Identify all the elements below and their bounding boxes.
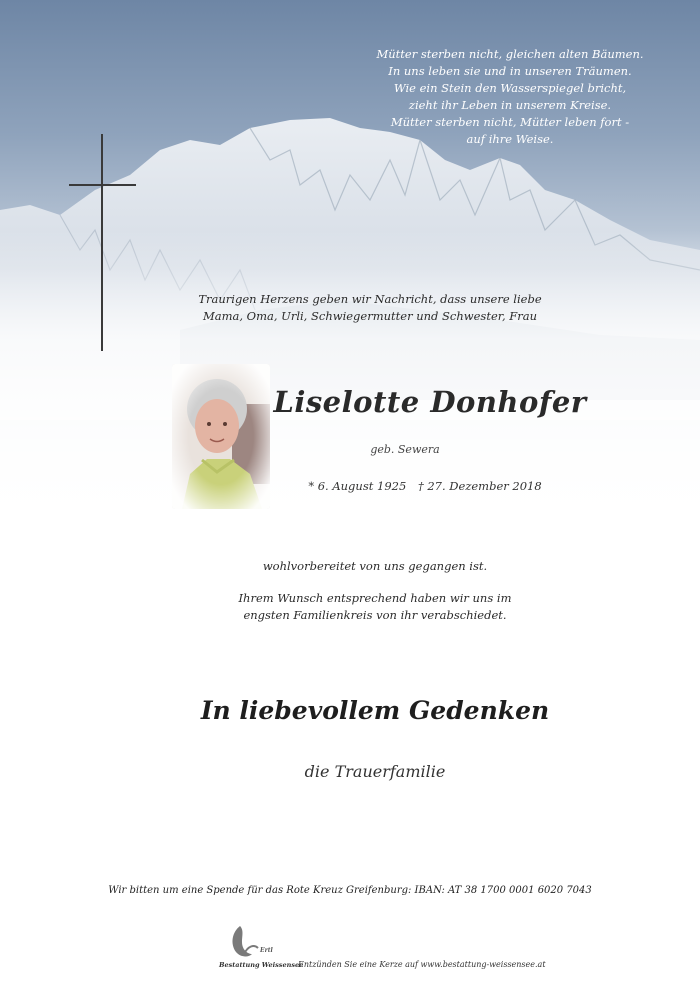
farewell-line: engsten Familienkreis von ihr verabschiedet. bbox=[243, 608, 507, 622]
poem-line: In uns leben sie und in unseren Träumen. bbox=[388, 64, 632, 78]
death-date: † 27. Dezember 2018 bbox=[417, 479, 542, 493]
candle-link[interactable]: Entzünden Sie eine Kerze auf www.bestattung-weissensee.at bbox=[298, 960, 546, 969]
poem bbox=[360, 46, 660, 148]
logo-small-text: Ertl bbox=[260, 947, 273, 954]
deceased-name: Liselotte Donhofer bbox=[273, 385, 587, 419]
maiden-name: geb. Sewera bbox=[370, 443, 440, 456]
announcement-intro bbox=[160, 291, 580, 325]
cross-icon bbox=[101, 134, 103, 351]
birth-date: * 6. August 1925 bbox=[308, 479, 407, 493]
poem-line: Wie ein Stein den Wasserspiegel bricht, bbox=[393, 81, 627, 95]
logo-text: Bestattung Weissensee bbox=[219, 961, 304, 969]
intro-line: Mama, Oma, Urli, Schwiegermutter und Schwester, Frau bbox=[202, 309, 538, 323]
poem-line: zieht ihr Leben in unserem Kreise. bbox=[408, 98, 612, 112]
poem-line: Mütter sterben nicht, gleichen alten Bäumen. bbox=[376, 47, 644, 61]
poem-line: Mütter sterben nicht, Mütter leben fort - bbox=[390, 115, 630, 129]
passed-text: wohlvorbereitet von uns gegangen ist. bbox=[262, 559, 488, 573]
farewell-line: Ihrem Wunsch entsprechend haben wir uns im bbox=[238, 591, 512, 605]
poem-line: auf ihre Weise. bbox=[466, 132, 554, 146]
donation-note: Wir bitten um eine Spende für das Rote Kreuz Greifenburg: IBAN: AT 38 1700 0001 6020 7043 bbox=[108, 885, 592, 896]
signature: die Trauerfamilie bbox=[304, 762, 446, 781]
farewell-text bbox=[190, 590, 560, 624]
life-dates bbox=[290, 479, 560, 493]
closing-heading: In liebevollem Gedenken bbox=[200, 696, 550, 725]
cross-icon-bar bbox=[69, 184, 136, 186]
intro-line: Traurigen Herzens geben wir Nachricht, dass unsere liebe bbox=[198, 292, 542, 306]
portrait-photo bbox=[172, 364, 270, 509]
